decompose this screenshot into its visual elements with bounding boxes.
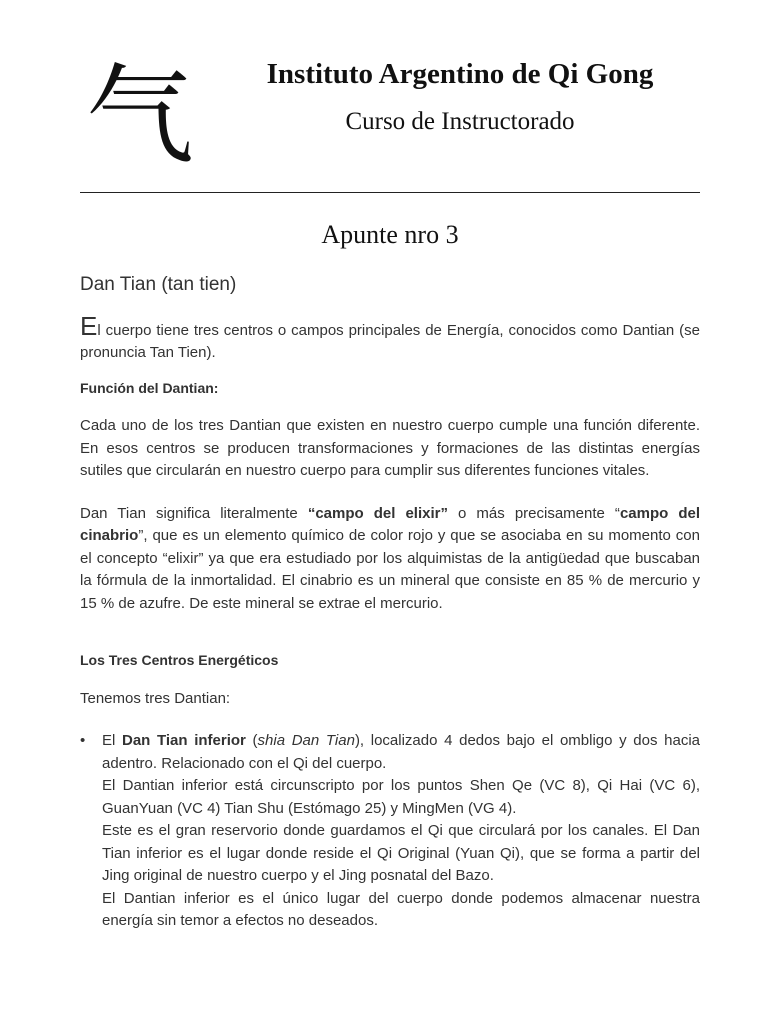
intro-paragraph xyxy=(80,310,700,365)
bullet-italic-term: shia Dan Tian xyxy=(257,732,355,749)
document-body xyxy=(80,274,700,933)
bullet-text-c: ( xyxy=(245,732,258,749)
section-title: Dan Tian (tan tien) xyxy=(80,274,237,295)
centros-intro: Tenemos tres Dantian: xyxy=(80,689,231,707)
course-subtitle: Curso de Instructorado xyxy=(345,108,575,135)
header-divider xyxy=(80,192,700,193)
dantian-list xyxy=(80,730,700,933)
funcion-paragraph-2 xyxy=(80,503,700,616)
bullet-bold-term: Dan Tian inferior xyxy=(122,732,246,749)
p2-text-e: ”, que es un elemento químico de color rojo y que se asociaba en su momento con el concepto “elixir” ya que era estudiado por los alquimistas de la antigüedad que buscaban la fórmula de la inmortalidad. El cinabrio es un mineral que consiste en 85 % de mercurio y 15 % de azufre. De este mineral se extrae el mercurio. xyxy=(80,527,700,612)
p2-bold-cinabrio: campo del cinabrio xyxy=(80,504,701,544)
institute-title: Instituto Argentino de Qi Gong xyxy=(266,58,654,90)
centros-heading: Los Tres Centros Energéticos xyxy=(80,652,279,668)
bullet-line-2: El Dantian inferior está circunscripto por los puntos Shen Qe (VC 8), Qi Hai (VC 6), GuanYuan (VC 4) Tian Shu (Estómago 25) y MingMen (VG 4). xyxy=(102,777,700,817)
qi-character-logo: 气 xyxy=(86,54,195,179)
funcion-heading: Función del Dantian: xyxy=(80,379,219,396)
intro-text: l cuerpo tiene tres centros o campos principales de Energía, conocidos como Dantian (se pronuncia Tan Tien). xyxy=(80,321,700,361)
bullet-line-1 xyxy=(102,730,700,775)
list-item xyxy=(80,730,700,933)
bullet-line-3: Este es el gran reservorio donde guardamos el Qi que circulará por los canales. El Dan Tian inferior es el lugar donde reside el Qi Original (Yuan Qi), que se forma a partir del Jing original de nuestro cuerpo y el Jing posnatal del Bazo. xyxy=(102,822,700,884)
bullet-line-4: El Dantian inferior es el único lugar del cuerpo donde podemos almacenar nuestra energía sin temor a efectos no deseados. xyxy=(102,889,700,929)
bullet-text-e: ), localizado 4 dedos bajo el ombligo y dos hacia adentro. Relacionado con el Qi del cuerpo. xyxy=(102,732,700,772)
spacer xyxy=(80,635,700,649)
bullet-text-a: El xyxy=(102,732,122,749)
p2-text-c: o más precisamente “ xyxy=(447,504,620,522)
bullet-icon: • xyxy=(80,732,86,749)
p2-bold-elixir: “campo del elixir” xyxy=(307,504,448,522)
drop-cap: E xyxy=(80,310,98,341)
funcion-paragraph-1: Cada uno de los tres Dantian que existen en nuestro cuerpo cumple una función diferente. En esos centros se producen transformaciones y formaciones de las distintas energías sutiles que circularán en nuestro cuerpo para cumplir sus diferentes funciones vitales. xyxy=(80,417,700,479)
document-title: Apunte nro 3 xyxy=(321,220,459,249)
p2-text-a: Dan Tian significa literalmente xyxy=(80,504,308,522)
